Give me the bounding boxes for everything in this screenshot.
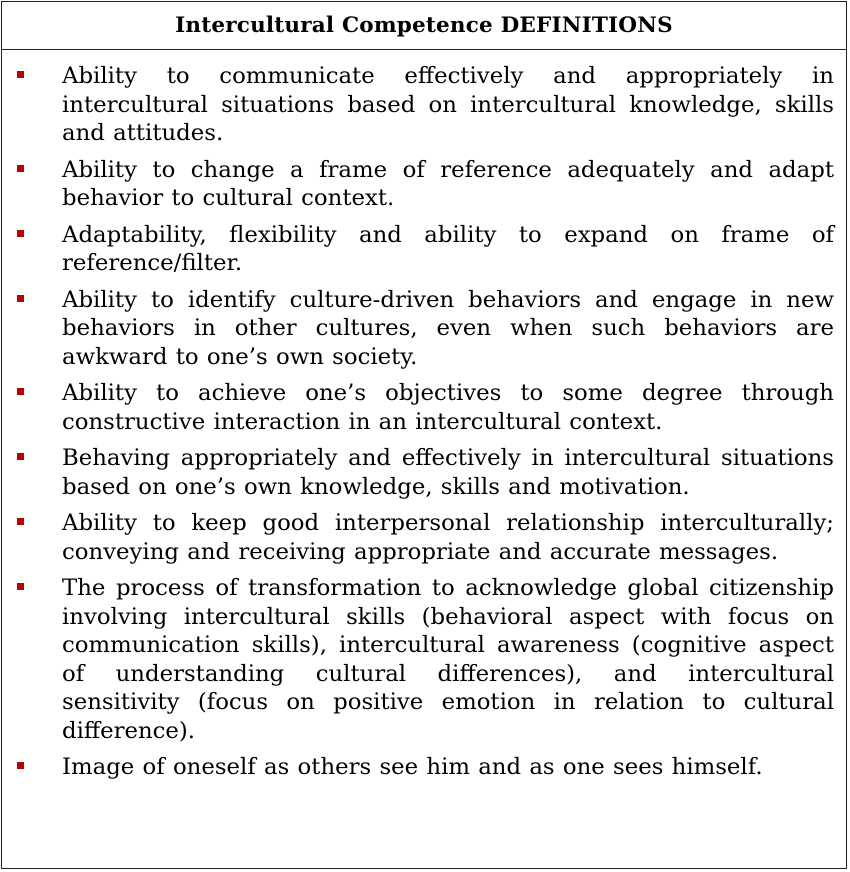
definition-item bbox=[2, 574, 846, 745]
definition-item bbox=[2, 221, 846, 278]
definition-text: The process of transformation to acknowledge global citizenship involving intercultural skills (behavioral aspect with focus on communication skills), intercultural awareness (cognitive aspect of understanding cultural differences), and intercultural sensitivity (focus on positive emotion in relation to cultural difference). bbox=[62, 575, 834, 744]
definition-item bbox=[2, 379, 846, 436]
definition-text: Image of oneself as others see him and as one sees himself. bbox=[62, 754, 763, 780]
bullet-square-icon bbox=[17, 518, 24, 525]
table-header bbox=[2, 2, 846, 50]
bullet-square-icon bbox=[17, 453, 24, 460]
definition-item bbox=[2, 286, 846, 372]
bullet-square-icon bbox=[17, 165, 24, 172]
bullet-square-icon bbox=[17, 583, 24, 590]
definition-item bbox=[2, 62, 846, 148]
definition-text: Ability to keep good interpersonal relationship interculturally; conveying and receiving appropriate and accurate messages. bbox=[62, 510, 834, 565]
bullet-square-icon bbox=[17, 230, 24, 237]
bullet-square-icon bbox=[17, 295, 24, 302]
definition-item bbox=[2, 753, 846, 782]
definition-text: Adaptability, flexibility and ability to expand on frame of reference/filter. bbox=[62, 221, 834, 276]
definition-text: Ability to communicate effectively and appropriately in intercultural situations based on intercultural knowledge, skills and attitudes. bbox=[62, 63, 834, 146]
bullet-square-icon bbox=[17, 388, 24, 395]
definition-text: Behaving appropriately and effectively in intercultural situations based on one’s own knowledge, skills and motivation. bbox=[62, 445, 834, 500]
definition-text: Ability to identify culture-driven behaviors and engage in new behaviors in other cultures, even when such behaviors are awkward to one’s own society. bbox=[62, 286, 834, 370]
definition-item bbox=[2, 156, 846, 213]
definition-item bbox=[2, 509, 846, 566]
definition-text: Ability to achieve one’s objectives to some degree through constructive interaction in an intercultural context. bbox=[62, 380, 834, 435]
table-title: Intercultural Competence DEFINITIONS bbox=[175, 13, 673, 38]
definitions-list bbox=[2, 62, 846, 790]
definitions-table bbox=[1, 1, 847, 869]
bullet-square-icon bbox=[17, 762, 24, 769]
definition-text: Ability to change a frame of reference adequately and adapt behavior to cultural context. bbox=[62, 156, 834, 211]
bullet-square-icon bbox=[17, 71, 24, 78]
definition-item bbox=[2, 444, 846, 501]
